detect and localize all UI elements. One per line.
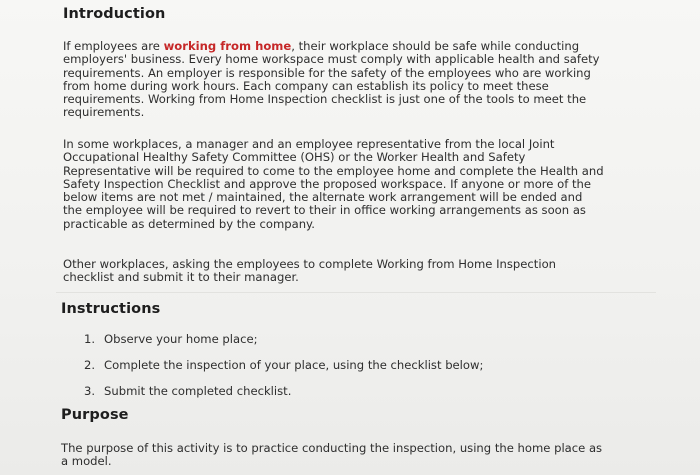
intro-paragraph-3	[63, 258, 556, 285]
intro-p2-line-3: Representative will be required to come to the employee home and complete the Health and	[63, 163, 604, 178]
instruction-item-1: 1. Observe your home place;	[84, 332, 258, 346]
intro-p2-line-5: below items are not met / maintained, the alternate work arrangement will be ended and	[63, 190, 583, 205]
purpose-line-2: a model.	[61, 454, 112, 469]
intro-p2-line-1: In some workplaces, a manager and an employee representative from the local Joint	[63, 137, 555, 151]
purpose-heading: Purpose	[61, 407, 129, 423]
working-from-home-highlight: working from home	[163, 39, 292, 53]
intro-p2-line-6: the employee will be required to revert to their in office working arrangements as soon as	[63, 203, 586, 218]
intro-p2-line-4: Safety Inspection Checklist and approve the proposed workspace. If anyone or more of the	[63, 176, 592, 191]
purpose-paragraph	[61, 442, 602, 469]
intro-p1-line-6: requirements.	[63, 105, 145, 120]
intro-p2-line-7: practicable as determined by the company.	[63, 216, 315, 231]
instruction-item-2: 2. Complete the inspection of your place, using the checklist below;	[84, 358, 484, 372]
intro-p3-line-2: checklist and submit it to their manager.	[63, 270, 299, 285]
intro-paragraph-2	[63, 138, 604, 231]
section-divider	[56, 292, 656, 293]
intro-p3-line-1: Other workplaces, asking the employees to complete Working from Home Inspection	[63, 257, 557, 271]
intro-p1-line-5: requirements. Working from Home Inspection checklist is just one of the tools to meet the	[63, 92, 587, 107]
intro-p1-line-4: from home during work hours. Each company can establish its policy to meet these	[63, 78, 549, 93]
intro-p2-line-2: Occupational Healthy Safety Committee (OHS) or the Worker Health and Safety	[63, 150, 526, 165]
instructions-heading: Instructions	[61, 301, 161, 317]
intro-p1-line-2: employers' business. Every home workspace must comply with applicable health and safety	[63, 52, 600, 67]
intro-p1-line-1: If employees are working from home, their workplace should be safe while conducting	[63, 39, 580, 53]
introduction-heading: Introduction	[63, 6, 166, 22]
intro-paragraph-1	[63, 40, 600, 120]
intro-p1-line-3: requirements. An employer is responsible for the safety of the employees who are working	[63, 65, 591, 80]
instruction-item-3: 3. Submit the completed checklist.	[84, 384, 292, 398]
purpose-line-1: The purpose of this activity is to practice conducting the inspection, using the home place as	[61, 441, 603, 455]
